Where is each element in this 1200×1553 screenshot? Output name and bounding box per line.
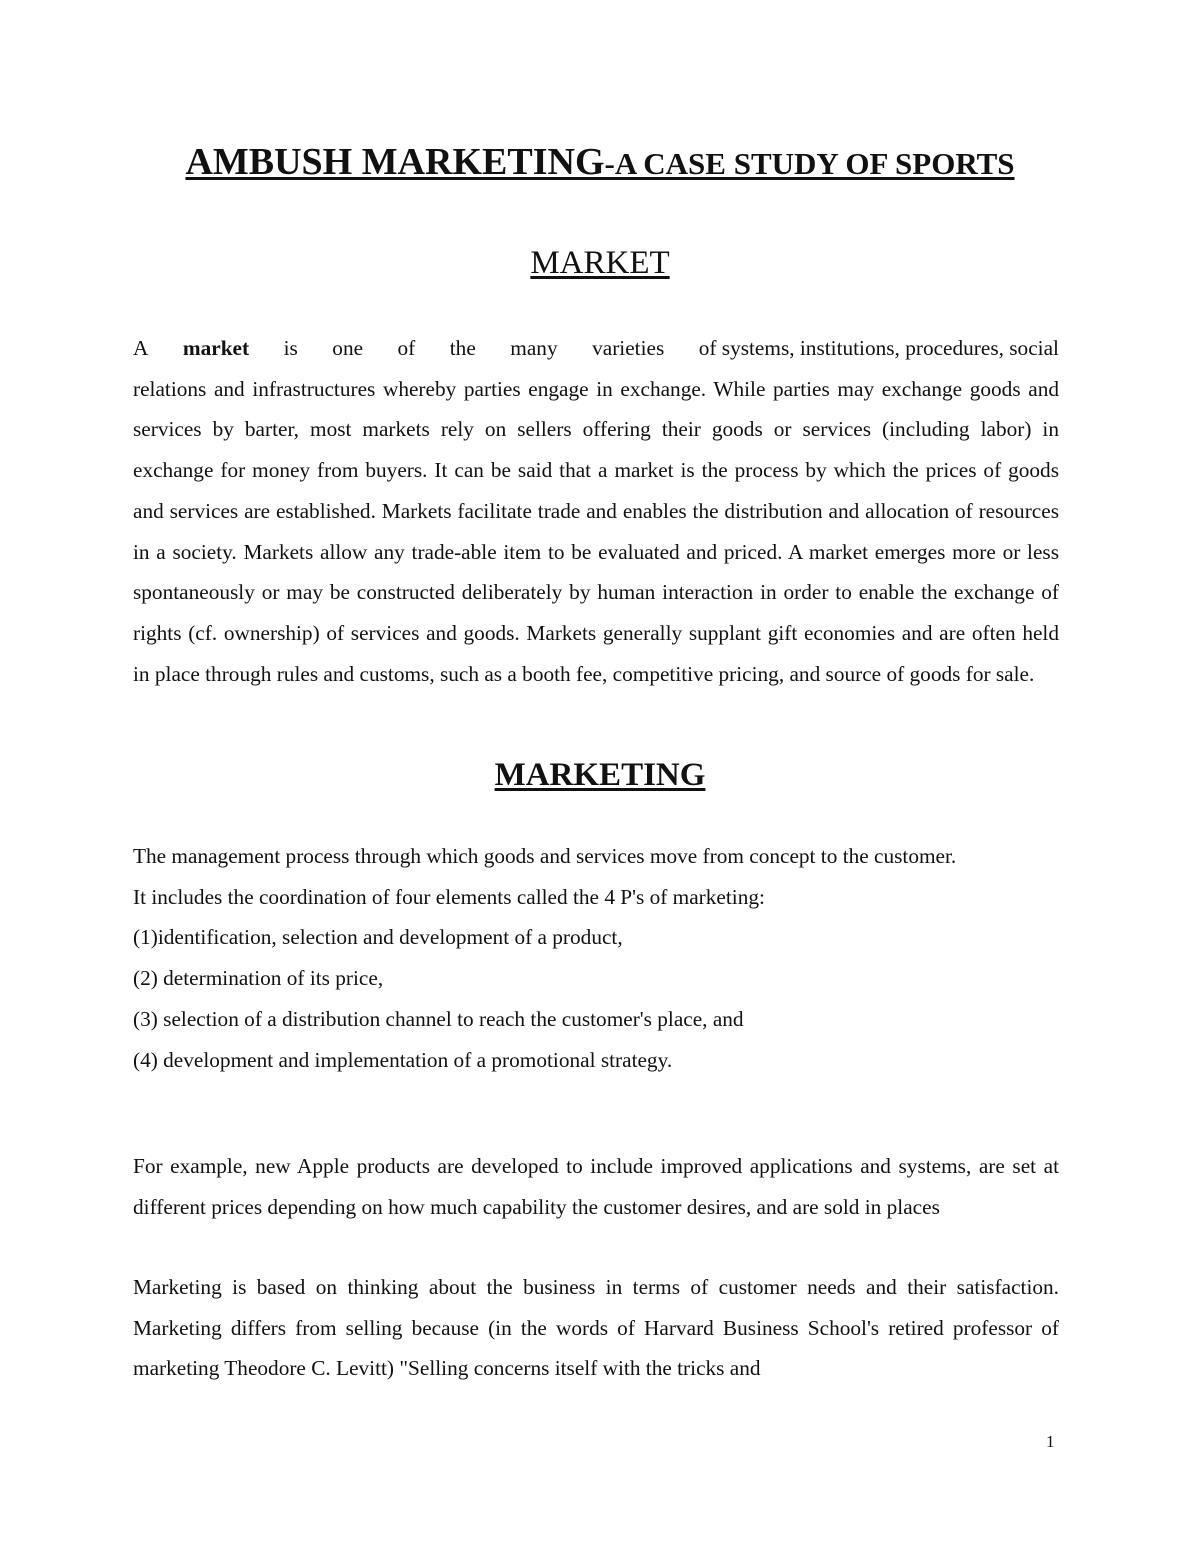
word: the	[449, 336, 476, 360]
word: one	[332, 336, 364, 360]
word: of systems, institutions, procedures, social	[698, 336, 1059, 360]
marketing-line: It includes the coordination of four elements called the 4 P's of marketing:	[133, 884, 765, 909]
marketing-based-paragraph: Marketing is based on thinking about the business in terms of customer needs and their satisfaction. Marketing differs from selling because (in the words of Harvard Business School's retired professor of marketing Theodore C. Levitt) "Selling concerns itself with the tricks and	[133, 1275, 1059, 1381]
market-paragraph-first-line	[133, 328, 1059, 369]
marketing-definition	[133, 836, 1059, 1080]
page-number: 1	[1046, 1432, 1055, 1451]
word: is	[283, 336, 298, 360]
marketing-list-item-place: (3) selection of a distribution channel to reach the customer's place, and	[133, 1006, 744, 1031]
title-part-main: AMBUSH MARKETING	[185, 141, 605, 183]
market-paragraph-body: relations and infrastructures whereby parties engage in exchange. While parties may exchange goods and services by barter, most markets rely on sellers offering their goods or services (including labor) in exchange for money from buyers. It can be said that a market is the process by which the prices of goods and services are established. Markets facilitate trade and enables the distribution and allocation of resources in a society. Markets allow any trade-able item to be evaluated and priced. A market emerges more or less spontaneously or may be constructed deliberately by human interaction in order to enable the exchange of rights (cf. ownership) of services and goods. Markets generally supplant gift economies and are often held in place through rules and customs, such as a booth fee, competitive pricing, and source of goods for sale.	[133, 376, 1059, 686]
word: many	[510, 336, 558, 360]
word: A	[133, 336, 149, 360]
market-heading: MARKET	[530, 245, 670, 281]
marketing-list-item-promotion: (4) development and implementation of a promotional strategy.	[133, 1047, 673, 1072]
word: varieties	[592, 336, 665, 360]
example-paragraph: For example, new Apple products are developed to include improved applications and systems, are set at different prices depending on how much capability the customer desires, and are sold in places	[133, 1154, 1059, 1219]
marketing-list-item-price: (2) determination of its price,	[133, 966, 384, 991]
document-title	[0, 140, 1200, 184]
title-part-sub: -A CASE STUDY OF SPORTS	[604, 146, 1015, 181]
marketing-list-item-product: (1)identification, selection and development of a product,	[133, 925, 623, 950]
word: of	[397, 336, 416, 360]
marketing-line: The management process through which goods and services move from concept to the customer.	[133, 844, 957, 868]
marketing-heading: MARKETING	[494, 757, 706, 793]
word-bold-market: market	[182, 336, 250, 360]
market-paragraph	[133, 328, 1059, 694]
